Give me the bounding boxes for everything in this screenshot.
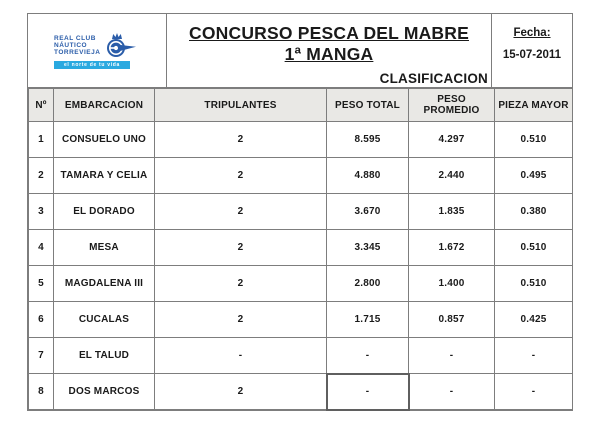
biggest-piece-cell: 0.510 — [495, 266, 573, 302]
club-logo — [54, 33, 140, 69]
row-number-cell: 7 — [29, 338, 54, 374]
biggest-piece-cell: - — [495, 374, 573, 410]
average-weight-cell: 1.672 — [409, 230, 495, 266]
column-header-peso-total: PESO TOTAL — [327, 89, 409, 122]
total-weight-cell: 1.715 — [327, 302, 409, 338]
crew-count-cell: - — [155, 338, 327, 374]
row-number-cell: 1 — [29, 122, 54, 158]
row-number-cell: 2 — [29, 158, 54, 194]
table-row — [29, 266, 573, 302]
club-name-line: TORREVIEJA — [54, 49, 101, 56]
average-weight-cell: 0.857 — [409, 302, 495, 338]
date-value: 15-07-2011 — [502, 49, 562, 61]
club-name — [54, 35, 100, 56]
total-weight-cell: - — [327, 338, 409, 374]
row-number-cell: 3 — [29, 194, 54, 230]
total-weight-cell: 3.345 — [327, 230, 409, 266]
table-row — [29, 194, 573, 230]
row-number-cell: 6 — [29, 302, 54, 338]
document-title-line2: 1ª MANGA — [284, 44, 374, 64]
biggest-piece-cell: 0.510 — [495, 230, 573, 266]
column-header-peso-promedio: PESO PROMEDIO — [409, 89, 495, 122]
row-number-cell: 8 — [29, 374, 54, 410]
table-row — [29, 338, 573, 374]
classification-sheet — [27, 13, 573, 411]
boat-name-cell: MESA — [54, 230, 155, 266]
crew-count-cell: 2 — [155, 230, 327, 266]
club-name-line: REAL CLUB — [54, 35, 96, 42]
table-header-row — [29, 89, 573, 122]
average-weight-cell: 2.440 — [409, 158, 495, 194]
boat-name-cell: MAGDALENA III — [54, 266, 155, 302]
boat-name-cell: DOS MARCOS — [54, 374, 155, 410]
biggest-piece-cell: 0.425 — [495, 302, 573, 338]
active-cell: - — [327, 374, 409, 410]
document-title-line1: CONCURSO PESCA DEL MABRE — [189, 23, 469, 43]
total-weight-cell: 3.670 — [327, 194, 409, 230]
crew-count-cell: 2 — [155, 122, 327, 158]
total-weight-cell: 8.595 — [327, 122, 409, 158]
column-header-embarcacion: EMBARCACION — [54, 89, 155, 122]
crew-count-cell: 2 — [155, 194, 327, 230]
boat-name-cell: CUCALAS — [54, 302, 155, 338]
boat-name-cell: TAMARA Y CELIA — [54, 158, 155, 194]
biggest-piece-cell: 0.510 — [495, 122, 573, 158]
club-name-line: NÁUTICO — [54, 42, 88, 49]
biggest-piece-cell: 0.495 — [495, 158, 573, 194]
club-tagline: el norte de tu vida — [54, 61, 130, 69]
crew-count-cell: 2 — [155, 158, 327, 194]
sheet-header-band — [28, 14, 572, 88]
column-header-number: Nº — [29, 89, 54, 122]
average-weight-cell: 4.297 — [409, 122, 495, 158]
boat-name-cell: CONSUELO UNO — [54, 122, 155, 158]
logo-cell — [28, 14, 167, 87]
average-weight-cell: - — [409, 338, 495, 374]
date-cell — [492, 14, 572, 87]
table-row — [29, 230, 573, 266]
table-row — [29, 122, 573, 158]
crew-count-cell: 2 — [155, 374, 327, 410]
crew-count-cell: 2 — [155, 302, 327, 338]
average-weight-cell: 1.835 — [409, 194, 495, 230]
crew-count-cell: 2 — [155, 266, 327, 302]
results-table-body — [29, 122, 573, 410]
total-weight-cell: 2.800 — [327, 266, 409, 302]
column-header-pieza-mayor: PIEZA MAYOR — [495, 89, 573, 122]
average-weight-cell: 1.400 — [409, 266, 495, 302]
column-header-tripulantes: TRIPULANTES — [155, 89, 327, 122]
results-table — [28, 88, 573, 410]
average-weight-cell: - — [409, 374, 495, 410]
boat-name-cell: EL TALUD — [54, 338, 155, 374]
date-label: Fecha: — [513, 27, 551, 39]
row-number-cell: 4 — [29, 230, 54, 266]
total-weight-cell: 4.880 — [327, 158, 409, 194]
table-row — [29, 374, 573, 410]
biggest-piece-cell: 0.380 — [495, 194, 573, 230]
classification-label: CLASIFICACION — [379, 71, 488, 86]
boat-name-cell: EL DORADO — [54, 194, 155, 230]
table-row — [29, 302, 573, 338]
title-cell — [167, 14, 492, 87]
table-row — [29, 158, 573, 194]
club-emblem-icon — [101, 33, 137, 59]
biggest-piece-cell: - — [495, 338, 573, 374]
row-number-cell: 5 — [29, 266, 54, 302]
